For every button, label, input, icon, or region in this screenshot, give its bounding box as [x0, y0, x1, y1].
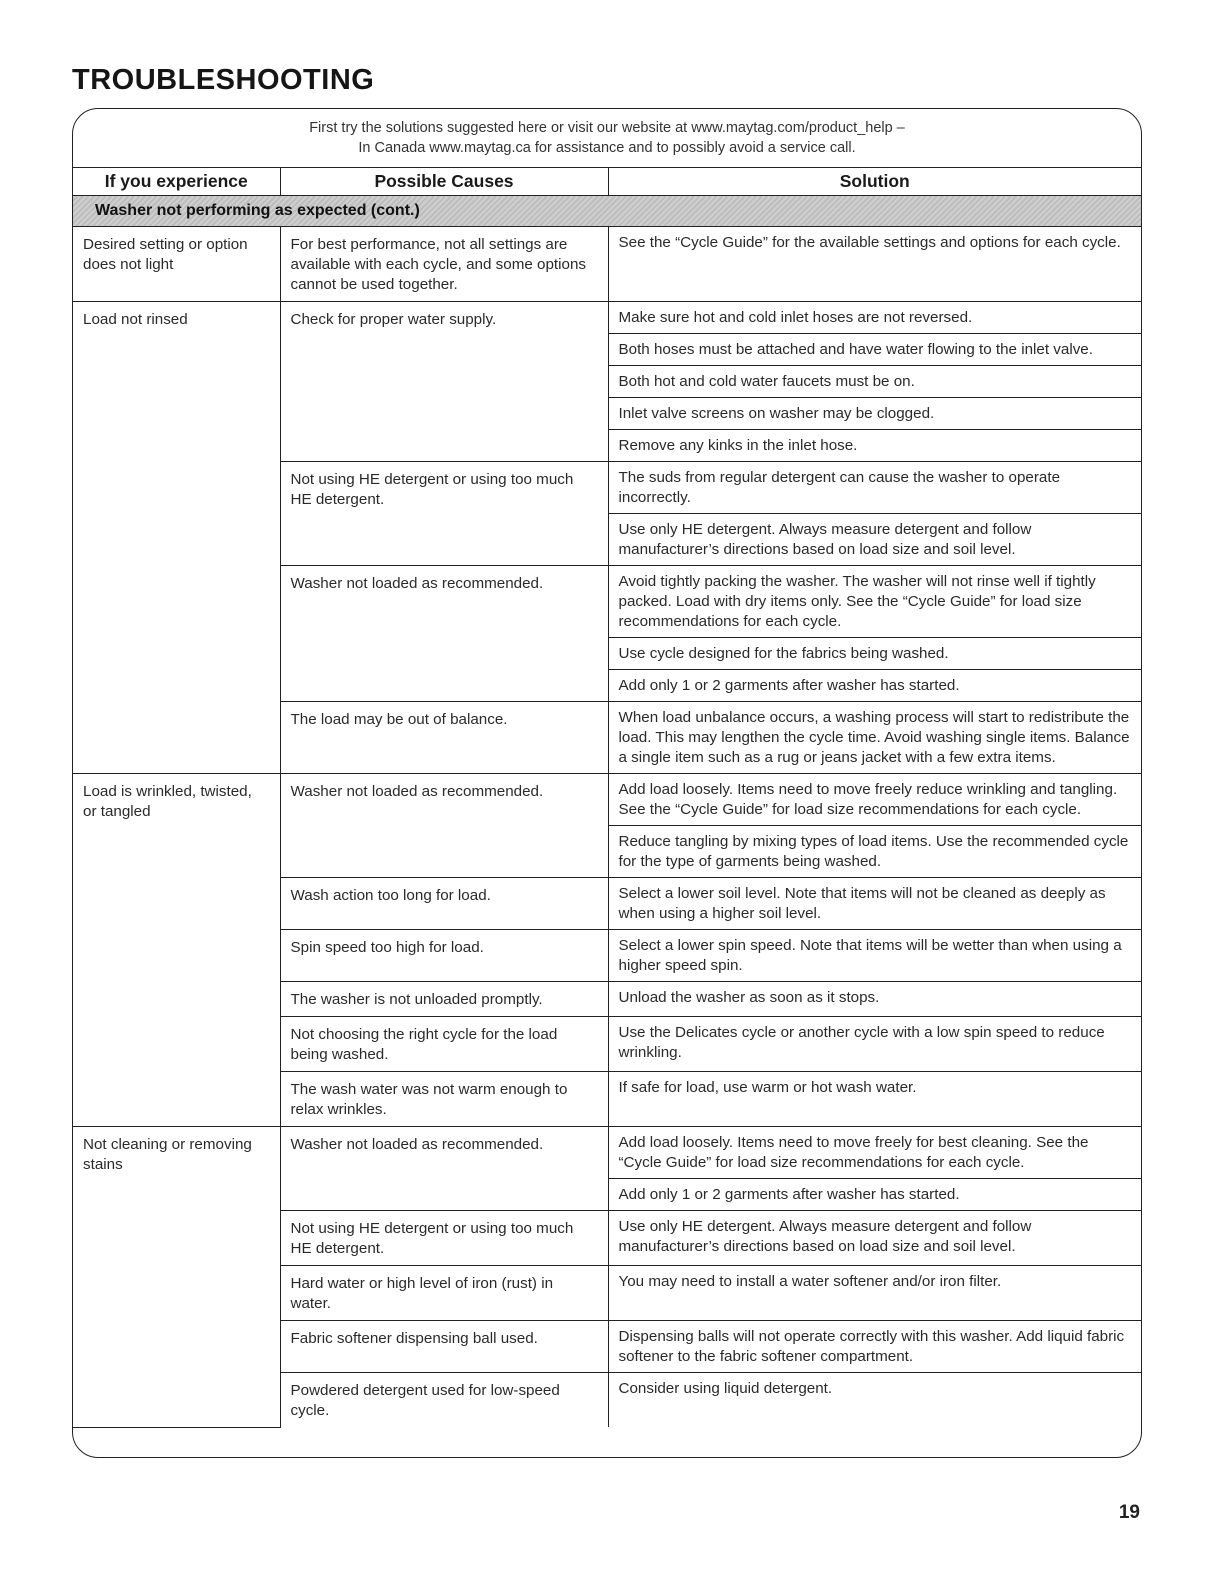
cause-cell: The washer is not unloaded promptly.: [280, 982, 608, 1017]
cause-cell: The load may be out of balance.: [280, 702, 608, 774]
cause-cell: Wash action too long for load.: [280, 878, 608, 930]
cause-cell: Spin speed too high for load.: [280, 930, 608, 982]
cause-cell: Washer not loaded as recommended.: [280, 774, 608, 878]
solution-cell: [608, 702, 1141, 774]
solution-cell: [608, 302, 1141, 462]
solution-item: Select a lower spin speed. Note that items will be wetter than when using a higher speed spin.: [618, 937, 1122, 974]
page-number: 19: [1118, 1502, 1140, 1523]
symptom-cell: Load is wrinkled, twisted, or tangled: [73, 774, 280, 1127]
table-header-row: [73, 168, 1141, 196]
header-solution: Solution: [608, 168, 1141, 196]
intro-line-2: In Canada www.maytag.ca for assistance and to possibly avoid a service call.: [358, 140, 856, 156]
solution-cell: [608, 1321, 1141, 1373]
intro-line-1: First try the solutions suggested here or visit our website at www.maytag.com/product_help –: [309, 120, 905, 136]
cause-cell: Washer not loaded as recommended.: [280, 566, 608, 702]
table-row: [73, 1127, 1141, 1211]
solution-item: Unload the washer as soon as it stops.: [618, 989, 880, 1006]
table-row: [73, 227, 1141, 302]
header-if-you-experience: If you experience: [73, 168, 280, 196]
cause-cell: Powdered detergent used for low-speed cycle.: [280, 1373, 608, 1428]
solution-cell: [608, 1127, 1141, 1211]
troubleshooting-panel: [72, 108, 1142, 1458]
solution-item: Reduce tangling by mixing types of load items. Use the recommended cycle for the type of garments being washed.: [618, 833, 1129, 870]
table-body: [73, 196, 1141, 1428]
cause-cell: Not using HE detergent or using too much HE detergent.: [280, 1211, 608, 1266]
solution-item: See the “Cycle Guide” for the available settings and options for each cycle.: [618, 234, 1121, 251]
solution-cell: [608, 1072, 1141, 1127]
solution-cell: [608, 566, 1141, 702]
symptom-cell: Not cleaning or removing stains: [73, 1127, 280, 1428]
page-title: TROUBLESHOOTING: [72, 64, 375, 96]
solution-item: Use the Delicates cycle or another cycle with a low spin speed to reduce wrinkling.: [618, 1024, 1105, 1061]
solution-cell: [608, 227, 1141, 302]
header-possible-causes: Possible Causes: [280, 168, 608, 196]
solution-cell: [608, 1266, 1141, 1321]
solution-item: Dispensing balls will not operate correctly with this washer. Add liquid fabric softener to the fabric softener compartment.: [618, 1328, 1125, 1365]
solution-item: The suds from regular detergent can cause the washer to operate incorrectly.: [609, 462, 1142, 514]
solution-cell: [608, 462, 1141, 566]
solution-item: Use only HE detergent. Always measure detergent and follow manufacturer’s directions based on load size and soil level.: [618, 1218, 1032, 1255]
cause-cell: Check for proper water supply.: [280, 302, 608, 462]
solution-item: When load unbalance occurs, a washing process will start to redistribute the load. This may lengthen the cycle time. Avoid washing single items. Balance a single item such as a rug or jeans jacket with a few extra items.: [618, 709, 1130, 766]
section-row: [73, 196, 1141, 227]
symptom-cell: Desired setting or option does not light: [73, 227, 280, 302]
solution-cell: [608, 1373, 1141, 1428]
solution-item: Inlet valve screens on washer may be clogged.: [609, 398, 1142, 430]
solution-item: Select a lower soil level. Note that items will not be cleaned as deeply as when using a higher soil level.: [618, 885, 1106, 922]
solution-item: Add load loosely. Items need to move freely for best cleaning. See the “Cycle Guide” for load size recommendations for each cycle.: [609, 1127, 1142, 1179]
solution-cell: [608, 878, 1141, 930]
solution-cell: [608, 930, 1141, 982]
solution-item: Avoid tightly packing the washer. The washer will not rinse well if tightly packed. Load with dry items only. See the “Cycle Guide” for load size recommendations for each cycle.: [609, 566, 1142, 638]
solution-item: Remove any kinks in the inlet hose.: [618, 437, 858, 454]
solution-item: Use cycle designed for the fabrics being washed.: [609, 638, 1142, 670]
table-row: [73, 774, 1141, 878]
symptom-cell: Load not rinsed: [73, 302, 280, 774]
solution-cell: [608, 1211, 1141, 1266]
troubleshooting-table: [73, 167, 1141, 1428]
cause-cell: Not using HE detergent or using too much HE detergent.: [280, 462, 608, 566]
solution-item: Make sure hot and cold inlet hoses are not reversed.: [609, 302, 1142, 334]
solution-item: Both hot and cold water faucets must be on.: [609, 366, 1142, 398]
solution-item: Add load loosely. Items need to move freely reduce wrinkling and tangling. See the “Cycle Guide” for load size recommendations for each cycle.: [609, 774, 1142, 826]
solution-cell: [608, 774, 1141, 878]
section-heading: Washer not performing as expected (cont.): [73, 196, 1141, 227]
cause-cell: Not choosing the right cycle for the load being washed.: [280, 1017, 608, 1072]
cause-cell: The wash water was not warm enough to relax wrinkles.: [280, 1072, 608, 1127]
solution-item: Consider using liquid detergent.: [618, 1380, 833, 1397]
solution-cell: [608, 982, 1141, 1017]
solution-cell: [608, 1017, 1141, 1072]
cause-cell: Hard water or high level of iron (rust) in water.: [280, 1266, 608, 1321]
cause-cell: Fabric softener dispensing ball used.: [280, 1321, 608, 1373]
solution-item: Both hoses must be attached and have water flowing to the inlet valve.: [609, 334, 1142, 366]
cause-cell: For best performance, not all settings are available with each cycle, and some options cannot be used together.: [280, 227, 608, 302]
table-row: [73, 302, 1141, 462]
solution-item: Add only 1 or 2 garments after washer has started.: [618, 677, 960, 694]
solution-item: Use only HE detergent. Always measure detergent and follow manufacturer’s directions based on load size and soil level.: [618, 521, 1032, 558]
solution-item: Add only 1 or 2 garments after washer has started.: [618, 1186, 960, 1203]
solution-item: If safe for load, use warm or hot wash water.: [618, 1079, 917, 1096]
cause-cell: Washer not loaded as recommended.: [280, 1127, 608, 1211]
solution-item: You may need to install a water softener and/or iron filter.: [618, 1273, 1002, 1290]
intro-text: [73, 109, 1141, 167]
